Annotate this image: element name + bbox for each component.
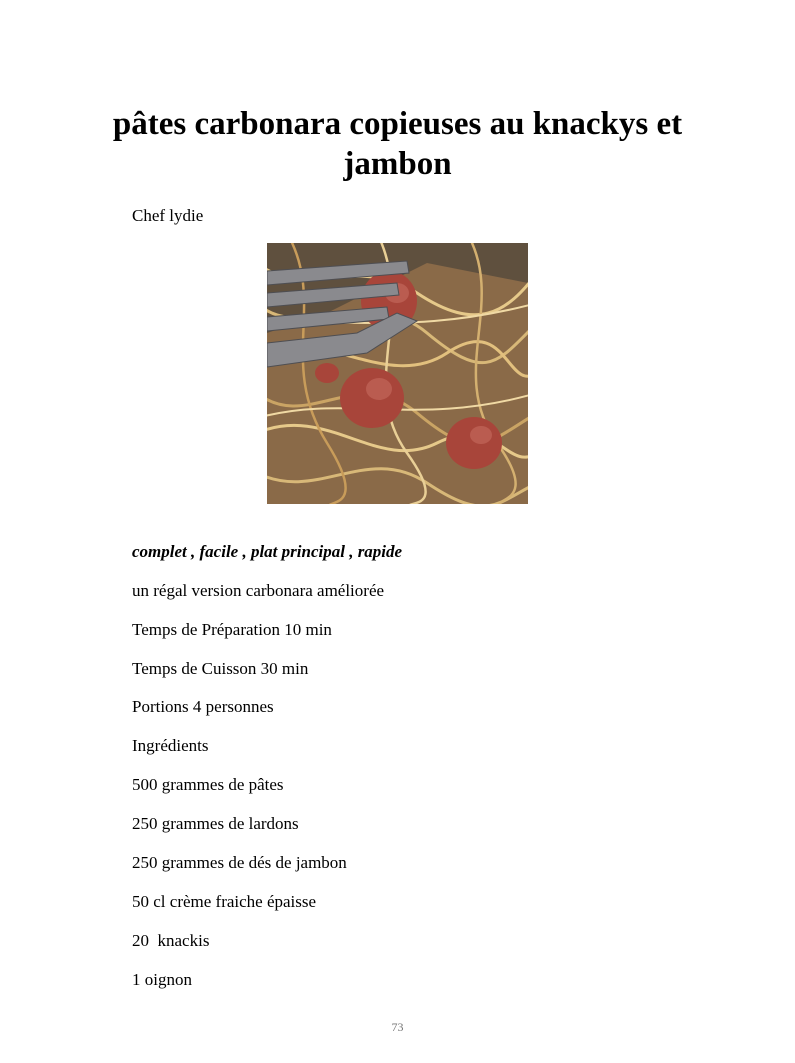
recipe-author: Chef lydie: [132, 206, 204, 225]
ingredient-item: 250 grammes de lardons: [132, 814, 299, 833]
recipe-title: pâtes carbonara copieuses au knackys et jambon: [112, 106, 683, 182]
recipe-description: un régal version carbonara améliorée: [132, 581, 385, 600]
servings: Portions 4 personnes: [132, 697, 274, 716]
page-number: 73: [391, 1020, 404, 1034]
cook-time: Temps de Cuisson 30 min: [132, 659, 309, 678]
recipe-photo: [267, 243, 528, 504]
ingredient-item: 50 cl crème fraiche épaisse: [132, 892, 317, 911]
ingredients-heading: Ingrédients: [132, 736, 209, 755]
ingredient-item: 1 oignon: [132, 970, 192, 989]
recipe-tags: complet , facile , plat principal , rapide: [132, 542, 403, 561]
ingredient-item: 250 grammes de dés de jambon: [132, 853, 347, 872]
ingredient-item: 500 grammes de pâtes: [132, 775, 284, 794]
prep-time: Temps de Préparation 10 min: [132, 620, 332, 639]
ingredient-item: 20 knackis: [132, 931, 210, 950]
